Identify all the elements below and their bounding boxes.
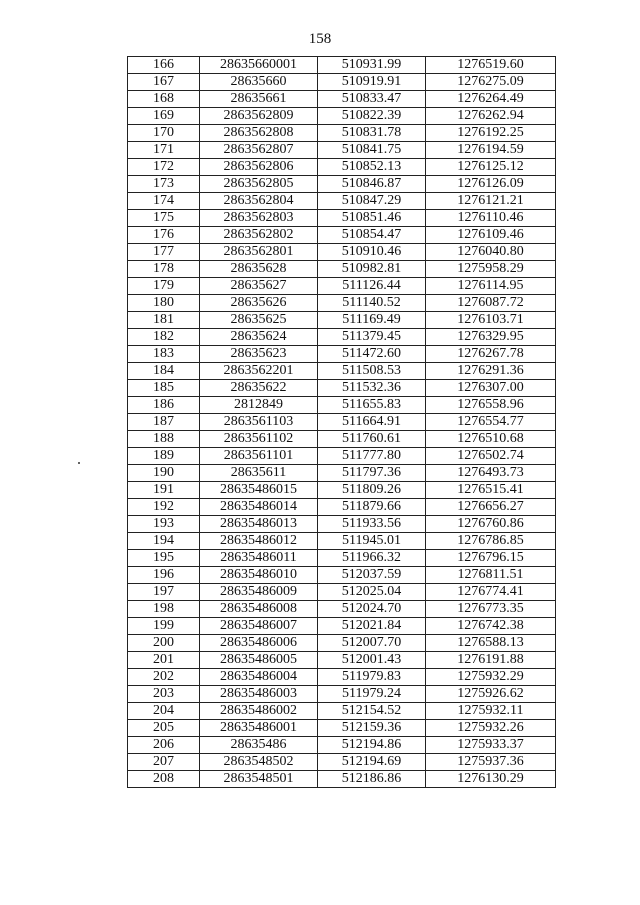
y-coordinate-cell: 1276554.77: [426, 414, 556, 431]
stray-mark: [78, 462, 80, 464]
x-coordinate-cell: 511379.45: [318, 329, 426, 346]
y-coordinate-cell: 1276194.59: [426, 142, 556, 159]
point-number-cell: 175: [128, 210, 200, 227]
x-coordinate-cell: 512021.84: [318, 618, 426, 635]
x-coordinate-cell: 510847.29: [318, 193, 426, 210]
y-coordinate-cell: 1275926.62: [426, 686, 556, 703]
y-coordinate-cell: 1276291.36: [426, 363, 556, 380]
coordinates-table: [127, 56, 556, 788]
table-row: [128, 669, 556, 686]
x-coordinate-cell: 510919.91: [318, 74, 426, 91]
point-id-cell: 28635486008: [200, 601, 318, 618]
x-coordinate-cell: 512001.43: [318, 652, 426, 669]
y-coordinate-cell: 1276329.95: [426, 329, 556, 346]
table-row: [128, 533, 556, 550]
point-id-cell: 2863562804: [200, 193, 318, 210]
x-coordinate-cell: 511169.49: [318, 312, 426, 329]
x-coordinate-cell: 510846.87: [318, 176, 426, 193]
table-row: [128, 465, 556, 482]
table-row: [128, 601, 556, 618]
y-coordinate-cell: 1276786.85: [426, 533, 556, 550]
y-coordinate-cell: 1276502.74: [426, 448, 556, 465]
point-number-cell: 180: [128, 295, 200, 312]
point-number-cell: 171: [128, 142, 200, 159]
y-coordinate-cell: 1276267.78: [426, 346, 556, 363]
x-coordinate-cell: 512186.86: [318, 771, 426, 788]
point-number-cell: 193: [128, 516, 200, 533]
table-row: [128, 431, 556, 448]
y-coordinate-cell: 1276760.86: [426, 516, 556, 533]
table-row: [128, 295, 556, 312]
point-id-cell: 2863548501: [200, 771, 318, 788]
table-row: [128, 448, 556, 465]
point-number-cell: 203: [128, 686, 200, 703]
table-row: [128, 754, 556, 771]
point-number-cell: 181: [128, 312, 200, 329]
y-coordinate-cell: 1276515.41: [426, 482, 556, 499]
point-number-cell: 178: [128, 261, 200, 278]
table-row: [128, 771, 556, 788]
x-coordinate-cell: 511655.83: [318, 397, 426, 414]
x-coordinate-cell: 511979.24: [318, 686, 426, 703]
point-number-cell: 176: [128, 227, 200, 244]
x-coordinate-cell: 511797.36: [318, 465, 426, 482]
table-row: [128, 193, 556, 210]
point-id-cell: 28635628: [200, 261, 318, 278]
x-coordinate-cell: 511933.56: [318, 516, 426, 533]
point-id-cell: 28635486002: [200, 703, 318, 720]
y-coordinate-cell: 1276796.15: [426, 550, 556, 567]
point-id-cell: 2863561101: [200, 448, 318, 465]
point-number-cell: 177: [128, 244, 200, 261]
y-coordinate-cell: 1275958.29: [426, 261, 556, 278]
point-number-cell: 189: [128, 448, 200, 465]
table-row: [128, 346, 556, 363]
table-row: [128, 720, 556, 737]
point-id-cell: 28635486012: [200, 533, 318, 550]
x-coordinate-cell: 511979.83: [318, 669, 426, 686]
point-number-cell: 200: [128, 635, 200, 652]
y-coordinate-cell: 1276275.09: [426, 74, 556, 91]
y-coordinate-cell: 1276087.72: [426, 295, 556, 312]
y-coordinate-cell: 1275932.29: [426, 669, 556, 686]
table-row: [128, 652, 556, 669]
y-coordinate-cell: 1276126.09: [426, 176, 556, 193]
x-coordinate-cell: 511664.91: [318, 414, 426, 431]
x-coordinate-cell: 510910.46: [318, 244, 426, 261]
x-coordinate-cell: 511809.26: [318, 482, 426, 499]
x-coordinate-cell: 511532.36: [318, 380, 426, 397]
point-id-cell: 2863562809: [200, 108, 318, 125]
table-row: [128, 125, 556, 142]
x-coordinate-cell: 512024.70: [318, 601, 426, 618]
point-number-cell: 182: [128, 329, 200, 346]
y-coordinate-cell: 1276656.27: [426, 499, 556, 516]
point-id-cell: 2863561103: [200, 414, 318, 431]
point-number-cell: 205: [128, 720, 200, 737]
point-id-cell: 28635623: [200, 346, 318, 363]
y-coordinate-cell: 1276121.21: [426, 193, 556, 210]
y-coordinate-cell: 1275937.36: [426, 754, 556, 771]
point-number-cell: 183: [128, 346, 200, 363]
y-coordinate-cell: 1276588.13: [426, 635, 556, 652]
x-coordinate-cell: 510831.78: [318, 125, 426, 142]
table-row: [128, 550, 556, 567]
y-coordinate-cell: 1276742.38: [426, 618, 556, 635]
point-number-cell: 169: [128, 108, 200, 125]
x-coordinate-cell: 511760.61: [318, 431, 426, 448]
point-id-cell: 2863562806: [200, 159, 318, 176]
table-row: [128, 363, 556, 380]
point-id-cell: 28635486009: [200, 584, 318, 601]
x-coordinate-cell: 510851.46: [318, 210, 426, 227]
x-coordinate-cell: 512037.59: [318, 567, 426, 584]
x-coordinate-cell: 511472.60: [318, 346, 426, 363]
point-number-cell: 195: [128, 550, 200, 567]
point-id-cell: 28635627: [200, 278, 318, 295]
point-id-cell: 28635626: [200, 295, 318, 312]
y-coordinate-cell: 1276130.29: [426, 771, 556, 788]
table-row: [128, 584, 556, 601]
point-id-cell: 28635486003: [200, 686, 318, 703]
point-id-cell: 28635486013: [200, 516, 318, 533]
point-id-cell: 2863548502: [200, 754, 318, 771]
x-coordinate-cell: 512194.86: [318, 737, 426, 754]
point-id-cell: 2863562801: [200, 244, 318, 261]
table-row: [128, 91, 556, 108]
point-id-cell: 2863562201: [200, 363, 318, 380]
y-coordinate-cell: 1276519.60: [426, 57, 556, 74]
x-coordinate-cell: 511777.80: [318, 448, 426, 465]
table-row: [128, 516, 556, 533]
y-coordinate-cell: 1276109.46: [426, 227, 556, 244]
x-coordinate-cell: 510841.75: [318, 142, 426, 159]
point-id-cell: 28635660: [200, 74, 318, 91]
table-row: [128, 329, 556, 346]
point-number-cell: 199: [128, 618, 200, 635]
x-coordinate-cell: 511126.44: [318, 278, 426, 295]
x-coordinate-cell: 510854.47: [318, 227, 426, 244]
point-id-cell: 2863562803: [200, 210, 318, 227]
y-coordinate-cell: 1276110.46: [426, 210, 556, 227]
point-number-cell: 194: [128, 533, 200, 550]
point-number-cell: 196: [128, 567, 200, 584]
point-id-cell: 28635660001: [200, 57, 318, 74]
point-number-cell: 207: [128, 754, 200, 771]
x-coordinate-cell: 512025.04: [318, 584, 426, 601]
point-number-cell: 191: [128, 482, 200, 499]
point-number-cell: 206: [128, 737, 200, 754]
y-coordinate-cell: 1276262.94: [426, 108, 556, 125]
y-coordinate-cell: 1276558.96: [426, 397, 556, 414]
y-coordinate-cell: 1276493.73: [426, 465, 556, 482]
point-id-cell: 28635611: [200, 465, 318, 482]
x-coordinate-cell: 511945.01: [318, 533, 426, 550]
y-coordinate-cell: 1276510.68: [426, 431, 556, 448]
x-coordinate-cell: 510833.47: [318, 91, 426, 108]
point-number-cell: 185: [128, 380, 200, 397]
point-id-cell: 28635486010: [200, 567, 318, 584]
point-number-cell: 172: [128, 159, 200, 176]
point-number-cell: 179: [128, 278, 200, 295]
x-coordinate-cell: 512007.70: [318, 635, 426, 652]
x-coordinate-cell: 512159.36: [318, 720, 426, 737]
table-row: [128, 244, 556, 261]
y-coordinate-cell: 1275933.37: [426, 737, 556, 754]
point-number-cell: 167: [128, 74, 200, 91]
y-coordinate-cell: 1275932.26: [426, 720, 556, 737]
point-id-cell: 2863562808: [200, 125, 318, 142]
x-coordinate-cell: 511966.32: [318, 550, 426, 567]
y-coordinate-cell: 1276103.71: [426, 312, 556, 329]
point-number-cell: 174: [128, 193, 200, 210]
point-number-cell: 170: [128, 125, 200, 142]
y-coordinate-cell: 1276192.25: [426, 125, 556, 142]
x-coordinate-cell: 512154.52: [318, 703, 426, 720]
point-id-cell: 28635486007: [200, 618, 318, 635]
table-row: [128, 278, 556, 295]
y-coordinate-cell: 1276114.95: [426, 278, 556, 295]
table-row: [128, 210, 556, 227]
point-id-cell: 28635486005: [200, 652, 318, 669]
point-id-cell: 28635486015: [200, 482, 318, 499]
table-row: [128, 737, 556, 754]
coordinates-table-body: [128, 57, 556, 788]
table-row: [128, 312, 556, 329]
point-id-cell: 28635486006: [200, 635, 318, 652]
table-row: [128, 261, 556, 278]
table-row: [128, 142, 556, 159]
point-number-cell: 190: [128, 465, 200, 482]
point-id-cell: 28635486011: [200, 550, 318, 567]
table-row: [128, 380, 556, 397]
x-coordinate-cell: 510982.81: [318, 261, 426, 278]
x-coordinate-cell: 511508.53: [318, 363, 426, 380]
table-row: [128, 159, 556, 176]
x-coordinate-cell: 510822.39: [318, 108, 426, 125]
point-number-cell: 192: [128, 499, 200, 516]
y-coordinate-cell: 1276773.35: [426, 601, 556, 618]
table-row: [128, 176, 556, 193]
point-number-cell: 166: [128, 57, 200, 74]
point-id-cell: 2863562805: [200, 176, 318, 193]
table-row: [128, 499, 556, 516]
point-id-cell: 28635625: [200, 312, 318, 329]
table-row: [128, 74, 556, 91]
point-number-cell: 202: [128, 669, 200, 686]
y-coordinate-cell: 1276125.12: [426, 159, 556, 176]
y-coordinate-cell: 1275932.11: [426, 703, 556, 720]
point-id-cell: 2863562802: [200, 227, 318, 244]
point-number-cell: 188: [128, 431, 200, 448]
table-row: [128, 635, 556, 652]
y-coordinate-cell: 1276307.00: [426, 380, 556, 397]
point-number-cell: 204: [128, 703, 200, 720]
point-number-cell: 201: [128, 652, 200, 669]
table-row: [128, 686, 556, 703]
table-row: [128, 703, 556, 720]
point-id-cell: 28635624: [200, 329, 318, 346]
point-number-cell: 168: [128, 91, 200, 108]
point-number-cell: 184: [128, 363, 200, 380]
table-row: [128, 567, 556, 584]
point-number-cell: 208: [128, 771, 200, 788]
point-id-cell: 2812849: [200, 397, 318, 414]
x-coordinate-cell: 511140.52: [318, 295, 426, 312]
y-coordinate-cell: 1276264.49: [426, 91, 556, 108]
y-coordinate-cell: 1276774.41: [426, 584, 556, 601]
table-row: [128, 618, 556, 635]
y-coordinate-cell: 1276040.80: [426, 244, 556, 261]
point-number-cell: 187: [128, 414, 200, 431]
x-coordinate-cell: 510852.13: [318, 159, 426, 176]
table-row: [128, 414, 556, 431]
point-id-cell: 28635486: [200, 737, 318, 754]
point-id-cell: 28635486014: [200, 499, 318, 516]
page-number: 158: [308, 31, 332, 47]
point-number-cell: 186: [128, 397, 200, 414]
x-coordinate-cell: 510931.99: [318, 57, 426, 74]
point-id-cell: 28635486001: [200, 720, 318, 737]
table-row: [128, 397, 556, 414]
point-number-cell: 173: [128, 176, 200, 193]
x-coordinate-cell: 511879.66: [318, 499, 426, 516]
point-id-cell: 28635661: [200, 91, 318, 108]
point-id-cell: 2863561102: [200, 431, 318, 448]
table-row: [128, 482, 556, 499]
point-id-cell: 28635486004: [200, 669, 318, 686]
y-coordinate-cell: 1276811.51: [426, 567, 556, 584]
table-row: [128, 227, 556, 244]
table-row: [128, 57, 556, 74]
table-row: [128, 108, 556, 125]
point-id-cell: 28635622: [200, 380, 318, 397]
point-number-cell: 198: [128, 601, 200, 618]
x-coordinate-cell: 512194.69: [318, 754, 426, 771]
point-id-cell: 2863562807: [200, 142, 318, 159]
y-coordinate-cell: 1276191.88: [426, 652, 556, 669]
point-number-cell: 197: [128, 584, 200, 601]
